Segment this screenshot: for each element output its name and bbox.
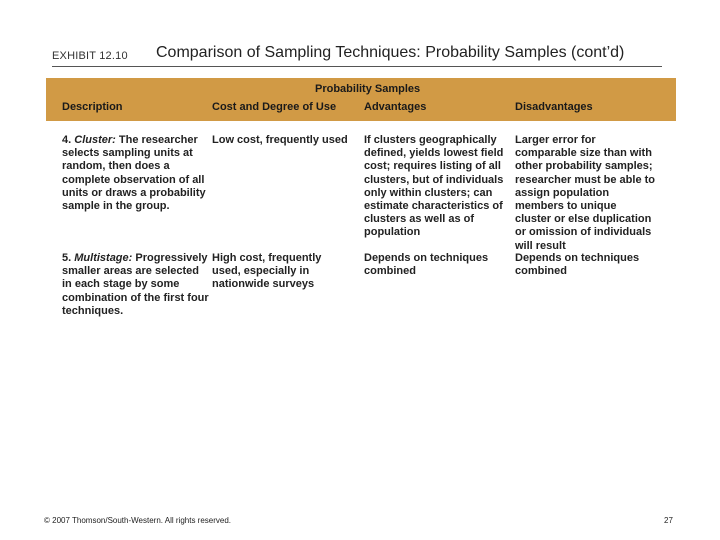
copyright-notice: © 2007 Thomson/South-Western. All rights reserved. xyxy=(44,516,232,525)
table-header-banner xyxy=(46,78,676,121)
row-number: 4. xyxy=(62,134,72,146)
column-header-advantages: Advantages xyxy=(364,101,427,113)
row-description xyxy=(62,252,210,318)
row-technique-name: Multistage: xyxy=(74,252,133,264)
page-number: 27 xyxy=(664,516,673,525)
slide-title: Comparison of Sampling Techniques: Probability Samples (cont’d) xyxy=(156,44,625,61)
row-number: 5. xyxy=(62,252,72,264)
row-disadvantages: Depends on techniques combined xyxy=(515,252,640,278)
row-cost: High cost, frequently used, especially in nationwide surveys xyxy=(212,252,322,291)
row-disadvantages: Larger error for comparable size than with other probability samples; researcher must be able to assign population members to unique cluster or else duplication or omission of individuals will result xyxy=(515,134,656,252)
row-description-text: Progressively smaller areas are selected in each stage by some combination of the first four techniques. xyxy=(62,252,209,317)
row-technique-name: Cluster: xyxy=(74,134,116,146)
column-header-cost: Cost and Degree of Use xyxy=(212,101,337,113)
banner-title: Probability Samples xyxy=(315,83,421,95)
row-cost: Low cost, frequently used xyxy=(212,134,348,146)
row-advantages: If clusters geographically defined, yields lowest field cost; requires listing of all clusters, but of individuals only within clusters; can estimate characteristics of clusters as well as of population xyxy=(364,134,504,239)
column-header-description: Description xyxy=(62,101,123,113)
row-description xyxy=(62,134,210,213)
exhibit-label: EXHIBIT 12.10 xyxy=(52,50,128,62)
slide-header xyxy=(52,44,662,66)
title-divider xyxy=(52,66,662,67)
row-description-text: The researcher selects sampling units at random, then does a complete observation of all units or draws a probability sample in the group. xyxy=(62,134,206,213)
column-header-disadvantages: Disadvantages xyxy=(515,101,593,113)
row-advantages: Depends on techniques combined xyxy=(364,252,489,278)
